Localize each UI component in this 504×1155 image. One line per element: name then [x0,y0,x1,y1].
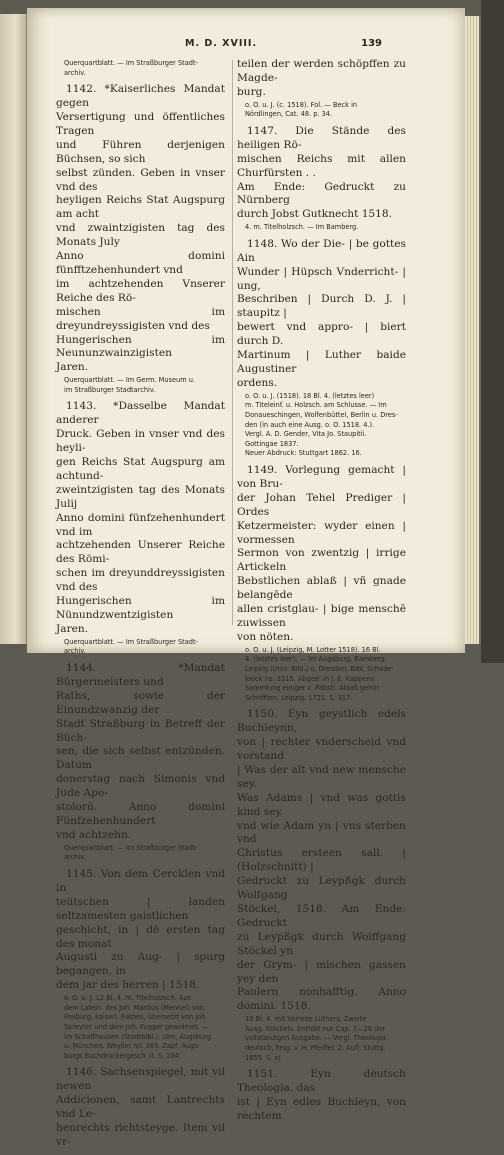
note-line: Querquartblatt. — Im Germ. Museum u. [64,376,196,385]
note-line: Querquartblatt. — Im Straßburger Stadt- [64,59,198,67]
running-head: M. D. XVIII. [185,38,258,49]
entry-line: Wunder | Hüpsch Vnderricht- | ung, [237,265,406,292]
entry-line: achtzehenden Unserer Reiche des Römi- [56,539,225,566]
note-line: o. O. u. J. (c. 1518). Fol. — Beck in [245,100,358,109]
note-line: Ausg. Stöckels. Enthält nur Cap. 7—26 der [245,1024,386,1033]
entry-line: bewert vnd appro- | biert durch D. [237,321,406,348]
entry-line: der Johan Tehel Prediger | Ordes [237,491,406,518]
catalog-entry-1147 [237,125,406,233]
note-line: 4. (letztes leer). — Im Augsburg, Bamberg, [245,655,387,664]
entry-line: Bebstlichen ablaß | vñ gnade belangēde [237,575,406,602]
entry-note [56,376,225,395]
note-line: Donaueschingen, Wolfenbüttel, Berlin u. Dres- [245,411,398,419]
note-line: m. Titeleinf. u. Holzsch. am Schlusse. — Im [245,401,387,410]
entry-line: 1148. Wo der Die- | be gottes Ain [237,237,406,264]
entry-line: 1142. *Kaiserliches Mandat gegen [56,83,225,110]
note-line: Neuer Abdruck: Stuttgart 1862. 16. [245,449,362,458]
entry-line: vnd wie Adam yn | vns sterben vnd [237,819,406,846]
entry-line: Stadt Straßburg in Betreff der Büch- [56,717,225,744]
note-line: Vergl. A. D. Gender, Vita Jo. Staupitii. [245,430,367,439]
entry-line: selbst zünden. Geben in vnser vnd des [56,166,225,193]
catalog-entry-1144 [56,662,225,863]
note-line: Im Schaffhausen (Stadtbibl.), Ulm, Augsburg [64,1032,211,1041]
catalog-entry-1143 [56,400,225,657]
note-line: Schrifften. Leipzig. 1721. S. 317. [245,693,353,702]
entry-note [237,392,406,459]
entry-line: Am Ende: Gedruckt zu Nürnberg [237,180,406,207]
entry-line: Gedruckt zu Leypßgk durch Wolfgang [237,875,406,902]
entry-line: ordens. [237,376,278,389]
note-line: den (in auch eine Ausg. o. O. 1518. 4.). [245,420,375,429]
entry-line: vnd achtzehn. [56,828,132,841]
facing-page-edge [0,14,27,644]
note-line: Querquartblatt. — Im Straßburger Stadt- [64,637,198,646]
entry-line: dem jar des herren | 1518. [56,979,200,992]
entry-line: | Was der alt vnd new mensche sey. [237,763,406,790]
entry-line: Sermon von zwentzig | irrige Artickeln [237,547,406,574]
entry-text [56,662,225,843]
entry-line: Paulern nonhafftig. Anno domini. 1518. [237,986,406,1013]
entry-line: Beschriben | Durch D. J. | staupitz | [237,293,406,320]
entry-line: henrechts richtsteyge. Item vil vr- [56,1121,225,1148]
note-line: Spreyter und dem Joh. Fugger gewidmet. — [64,1022,209,1031]
entry-line: Martinum | Luther baide Augustiner [237,349,406,375]
entry-note [237,1015,406,1063]
note-line: Nördlingen, Cat. 48. p. 34. [245,110,333,119]
entry-note [237,101,406,120]
note-line: o. O. u. J. (Leipzig, M. Lotter 1518). 16 Bl. [245,645,381,654]
catalog-entry-top-note [56,59,225,78]
entry-line: stolorū. Anno domini Fünfzehenhundert [56,801,225,827]
entry-line: 1149. Vorlegung gemacht | von Bru- [237,463,406,490]
entry-note [56,59,225,78]
entry-line: zweintzigisten tag des Monats Julij [56,483,225,510]
entry-text [56,83,225,375]
entry-text [56,1066,225,1149]
entry-line: 1143. *Dasselbe Mandat anderer [56,400,225,427]
note-line: 10 Bl. 4. mit Vorrede Luthers, Zweite [245,1015,367,1024]
catalog-entry-1150 [237,708,406,1063]
note-line: 1855. S. xj. [245,1053,283,1062]
entry-text [237,464,406,645]
entry-note [237,223,406,233]
entry-line: Anno domini fünfzehenhundert vnd im [56,511,225,538]
entry-line: Hungerischen im Nünundzwentzigisten [56,595,225,621]
entry-text [237,1068,406,1124]
entry-line: durch Jobst Gutknecht 1518. [237,208,393,221]
entry-note [56,844,225,863]
entry-text [56,400,225,636]
note-line: vollständigen Ausgabe. — Vergl. Theologia [245,1034,386,1043]
page-stack-edge [465,16,481,644]
note-line: Leipzig (Univ.-Bibl.) u. Dresden. Bibl. Schade- [245,664,394,673]
catalog-entry-1148 [237,238,406,459]
note-line: burgs Buchdruckergesch. II. S. 204. [64,1051,181,1060]
catalog-entry-1145 [56,868,225,1061]
note-line: loock no. 3315. Abged. in J. E. Kappens [245,674,374,683]
entry-line: mischen im dreyundreyssigisten vnd des [56,305,225,332]
entry-line: Ketzermeister: wyder einen | vormessen [237,519,406,546]
entry-line: zu Leypßgk durch Wolffgang Stöckel yn [237,930,406,957]
entry-line: Jaren. [56,361,89,374]
entry-line: ist | Eyn edles Buchleyn, von rechtem [237,1096,406,1122]
catalog-entry-1146-cont [237,58,406,120]
note-line: Freiburg, kaiserl. Rathes, übersetzt von Joh. [64,1013,208,1022]
entry-line: und Führen derjenigen Büchsen, so sich [56,138,225,165]
note-line: Gottingae 1837. [245,439,299,448]
entry-line: Druck. Geben in vnser vnd des heyli- [56,428,225,455]
entry-line: der Grym- | mischen gassen yey den [237,958,406,985]
note-line: o. O. u. J. (1518). 18 Bl. 4. (letztes leer) [245,391,375,400]
catalog-entry-1146 [56,1066,225,1149]
entry-line: teütschen | landen seltzamesten gaistlichen [56,895,225,922]
entry-line: 1151. Eyn deutsch Theologia. das [237,1068,406,1095]
note-line: 4. m. Titelholzsch. — Im Bamberg. [245,223,359,232]
entry-text [56,868,225,993]
entry-line: 1150. Eyn geystlich edels Buchleynn, [237,708,406,735]
entry-line: Jaren. [56,622,89,635]
entry-text [237,708,406,1014]
entry-line: Christus ersteen sall. | (Holzschnitt) | [237,847,406,874]
entry-note [237,646,406,704]
entry-line: Stöckel, 1518. Am Ende: Gedruckt [237,903,406,929]
entry-line: teilen der werden schöpffen zu Magde- [237,58,406,84]
catalog-entry-1149 [237,464,406,703]
entry-line: 1145. Von dem Cercklen vnd in [56,867,225,894]
entry-line: vnd zwaintzigisten tag des Monats July [56,222,225,249]
entry-text [237,238,406,391]
left-column [56,58,225,1155]
entry-line: Augusti zu Aug- | spurg begangen, in [56,951,225,978]
catalog-entry-1151 [237,1068,406,1124]
entry-line: geschicht, in | dē ersten tag des monat [56,923,225,950]
column-divider [232,60,233,625]
entry-line: gen Reichs Stat Augspurg am achtund- [56,456,225,482]
entry-line: Versertigung und öffentliches Tragen [56,111,225,137]
entry-line: allen cristglau- | bige menschē zuwissen [237,603,406,629]
entry-line: burg. [237,85,266,98]
note-line: archiv. [64,68,86,77]
entry-line: Hungerischen im Neununzwainzigisten [56,333,225,360]
entry-note [56,638,225,657]
entry-line: von nöten. [237,630,294,643]
entry-line: schen im dreyunddreyssigisten vnd des [56,567,225,594]
entry-line: donerstag nach Simonis vnd Jude Apo- [56,773,225,800]
entry-text [237,125,406,222]
entry-line: sen, die sich selbst entzünden. Datum [56,745,225,772]
catalog-entry-1142 [56,83,225,395]
page-number: 139 [361,38,382,49]
entry-note [56,994,225,1061]
entry-line: im achtzehenden Vnserer Reiche des Rö- [56,277,225,304]
note-line: dem Latein. des Joh. Manlius (Mennel) von [64,1003,205,1012]
note-line: Querquartblatt. — Im Straßburger Stadt- [64,843,198,852]
note-line: Sammlung einiger z. Päbstl. Ablaß gehör. [245,684,381,693]
entry-line: mischen Reichs mit allen Churfürsten . . [237,152,406,179]
entry-line: 1147. Die Stände des heiligen Rö- [237,124,406,151]
entry-line: Was Adams | vnd was gottis kind sey. [237,791,406,818]
note-line: archiv. [64,647,86,656]
entry-line: Raths, sowie der Einundzwanzig der [56,689,225,716]
page-header [40,38,380,52]
right-column [237,58,406,1129]
entry-line: heyligen Reichs Stat Augspurg am acht [56,194,225,221]
entry-line: Addicionen, samt Lantrechts vnd Le- [56,1094,225,1120]
note-line: deutsch, hrsg. v. H. Pfeiffer. 2. Aufl. Stuttg. [245,1044,386,1053]
note-line: im Straßburger Stadtarchiv. [64,385,156,394]
note-line: u. München. Weyller no. 369. Zapf, Augs- [64,1042,201,1051]
entry-text [237,58,406,100]
entry-line: Anno domini fünfftzehenhundert vnd [56,250,225,276]
note-line: archiv. [64,853,86,862]
entry-line: 1146. Sachsenspiegel, mit vil newen [56,1066,225,1093]
entry-line: 1144. *Mandat Bürgermeisters und [56,662,225,688]
entry-line: von | rechter vnderscheid vnd vorstand [237,736,406,763]
book-cover [481,0,504,663]
note-line: o. O. u. J. 12 Bl. 4. m. Titelholzsch. Aus [64,994,191,1003]
